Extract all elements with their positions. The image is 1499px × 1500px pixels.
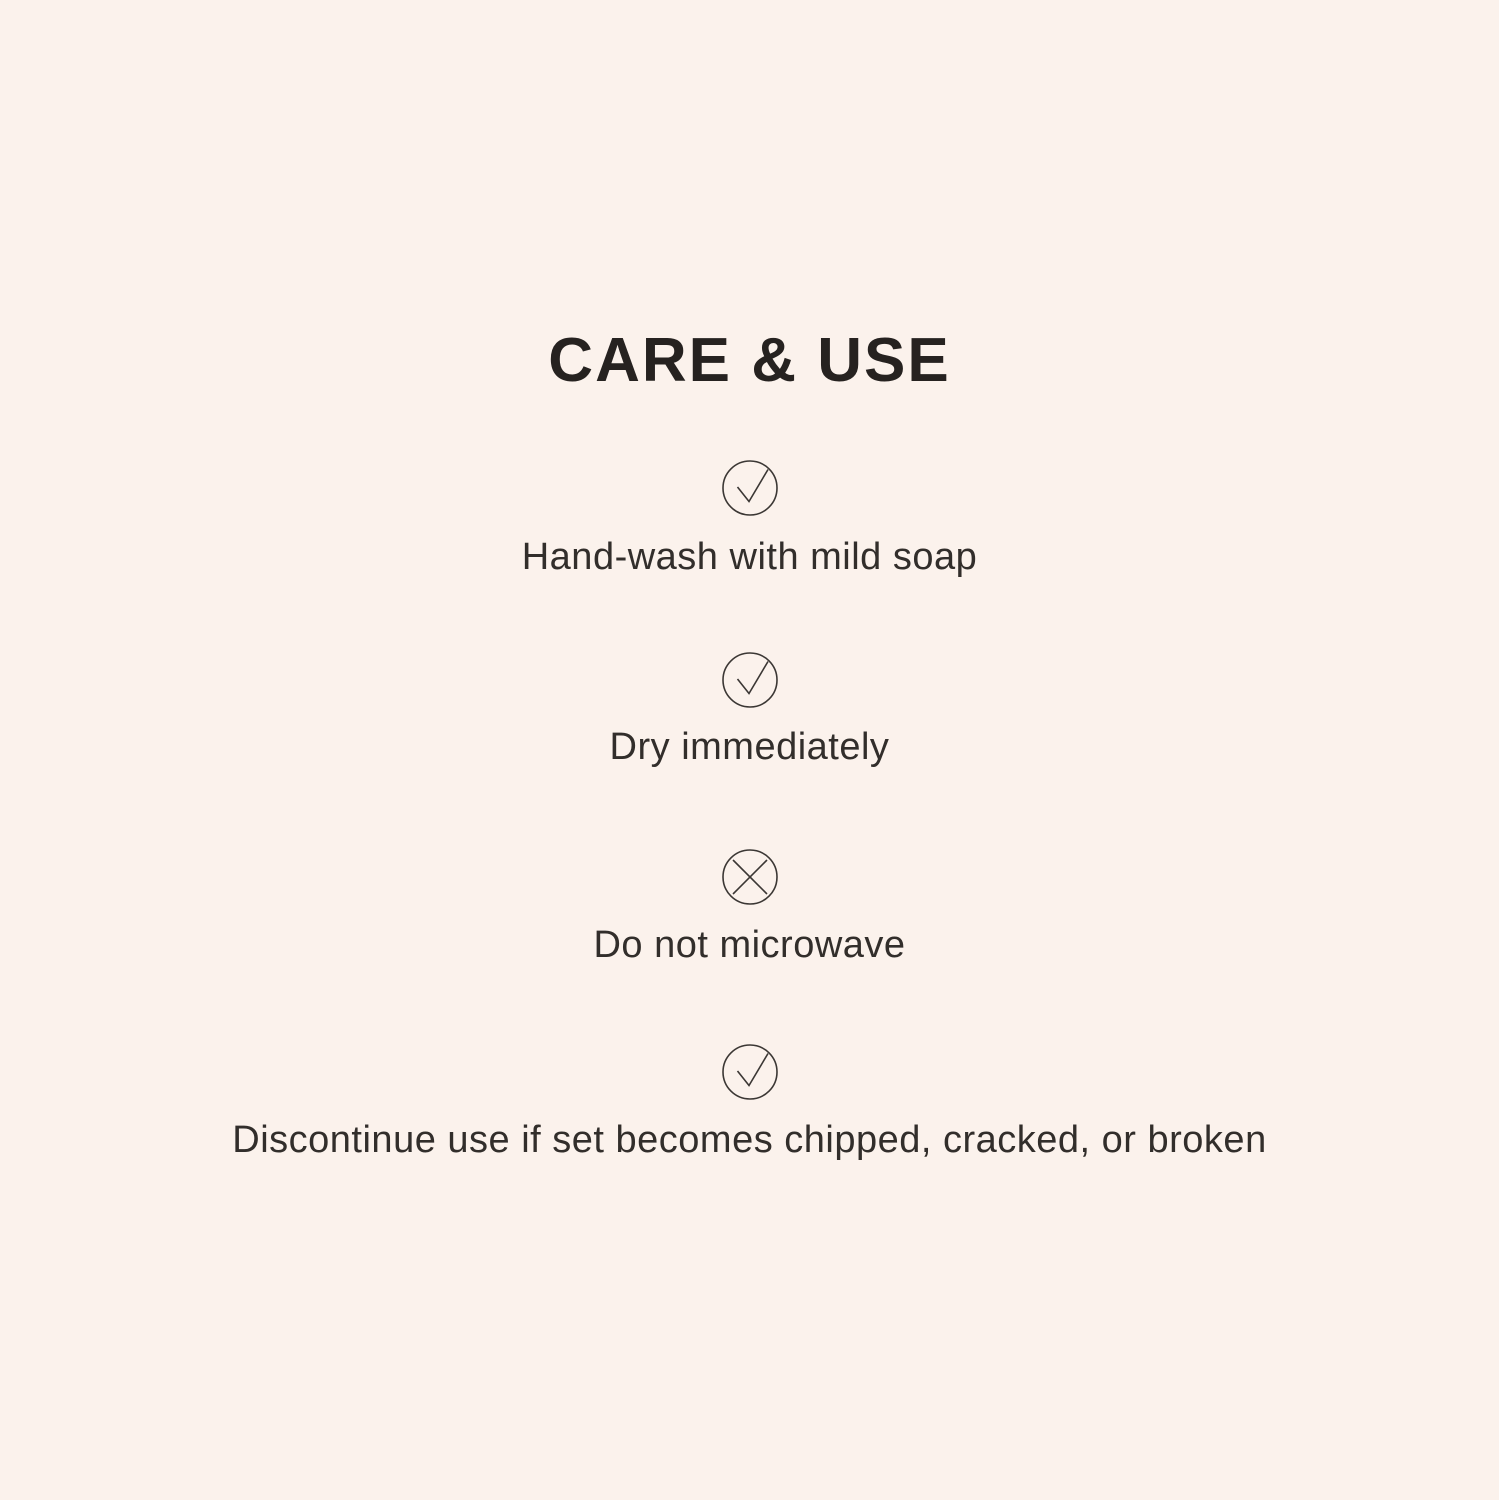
care-item-label: Hand-wash with mild soap bbox=[521, 536, 978, 578]
care-item-label: Discontinue use if set becomes chipped, cracked, or broken bbox=[232, 1119, 1267, 1161]
care-item-label: Do not microwave bbox=[593, 924, 906, 966]
check-circle-icon bbox=[722, 652, 778, 708]
check-circle-icon bbox=[722, 460, 778, 516]
cross-circle-icon bbox=[722, 849, 778, 905]
page-title: CARE & USE bbox=[548, 326, 951, 395]
care-item-label: Dry immediately bbox=[609, 726, 890, 768]
check-circle-icon bbox=[722, 1044, 778, 1100]
